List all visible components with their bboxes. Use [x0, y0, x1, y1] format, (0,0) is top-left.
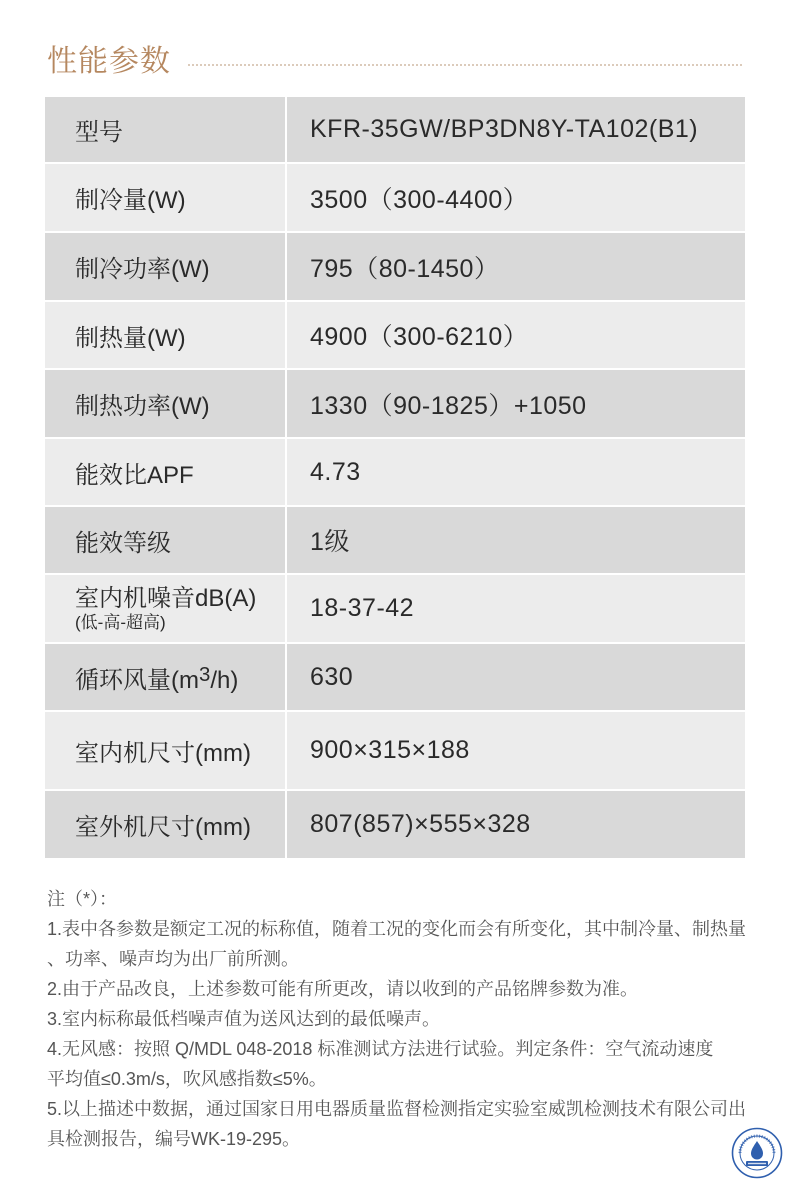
page-title: 性能参数 — [47, 45, 171, 78]
spec-label — [45, 439, 285, 505]
spec-label-text: 能效比APF — [75, 461, 194, 489]
note-item-1 — [47, 914, 767, 974]
notes-heading: 注（*）： — [47, 889, 118, 909]
spec-row-model — [45, 97, 745, 162]
spec-value-text: KFR-35GW/BP3DN8Y-TA102(B1) — [310, 115, 699, 143]
note-item-5 — [47, 1094, 767, 1154]
spec-row-indoor-size — [45, 712, 745, 789]
note-line: 3.室内标称最低档噪声值为送风达到的最低噪声。 — [47, 1009, 441, 1029]
note-item-4 — [47, 1034, 767, 1094]
spec-label — [45, 164, 285, 231]
note-line: 、功率、噪声均为出厂前所测。 — [47, 949, 299, 969]
spec-label-text-before: 循环风量(m — [75, 666, 199, 694]
spec-value — [287, 97, 745, 162]
spec-label — [45, 302, 285, 368]
note-item-3 — [47, 1004, 767, 1034]
spec-value-text: 4.73 — [310, 457, 361, 486]
spec-row-heating-power — [45, 370, 745, 437]
spec-value — [287, 575, 745, 642]
note-line: 5.以上描述中数据，通过国家日用电器质量监督检测指定实验室威凯检测技术有限公司出 — [47, 1099, 747, 1119]
notes-section — [47, 884, 767, 1154]
spec-value-text: 807(857)×555×328 — [310, 810, 531, 838]
spec-label-text: 制热量(W) — [75, 324, 186, 352]
spec-label-text-after: /h) — [210, 666, 239, 694]
spec-label-text: 室内机尺寸(mm) — [75, 740, 251, 767]
note-line: 2.由于产品改良，上述参数可能有所更改，请以收到的产品铭牌参数为准。 — [47, 979, 639, 999]
spec-label-text: 制热功率(W) — [75, 393, 210, 420]
spec-value-text: 18-37-42 — [310, 594, 415, 622]
certification-seal-icon — [731, 1127, 783, 1179]
spec-label — [45, 575, 285, 642]
note-line: 1.表中各参数是额定工况的标称值，随着工况的变化而会有所变化，其中制冷量、制热量 — [47, 919, 747, 939]
spec-row-cooling-power — [45, 233, 745, 300]
spec-value-text: 3500（300-4400） — [310, 185, 529, 214]
spec-row-airflow — [45, 644, 745, 710]
spec-label — [45, 370, 285, 437]
spec-value-text: 900×315×188 — [310, 736, 470, 764]
note-line: 具检测报告，编号WK-19-295。 — [47, 1129, 301, 1149]
spec-label-stack — [75, 585, 256, 633]
spec-label — [45, 97, 285, 162]
spec-value-text: 1级 — [310, 528, 350, 556]
spec-label-text: 能效等级 — [75, 529, 171, 557]
spec-row-outdoor-size — [45, 791, 745, 858]
spec-value — [287, 507, 745, 573]
spec-value — [287, 370, 745, 437]
spec-row-energy-grade — [45, 507, 745, 573]
spec-row-heating-capacity — [45, 302, 745, 368]
spec-row-apf — [45, 439, 745, 505]
spec-value-text: 1330（90-1825）+1050 — [310, 391, 587, 420]
spec-value-text: 795（80-1450） — [310, 254, 500, 283]
spec-value — [287, 233, 745, 300]
spec-label-text: 室内机噪音dB(A) — [75, 584, 257, 612]
spec-value — [287, 164, 745, 231]
spec-value-text: 4900（300-6210） — [310, 323, 529, 351]
spec-label — [45, 712, 285, 789]
spec-value — [287, 439, 745, 505]
spec-sublabel-text: (低-高-超高) — [75, 612, 166, 632]
spec-label — [45, 507, 285, 573]
spec-label-text: 制冷功率(W) — [75, 256, 210, 283]
spec-label-text: 型号 — [75, 119, 123, 146]
note-line: 平均值≤0.3m/s，吹风感指数≤5%。 — [47, 1069, 327, 1089]
spec-value — [287, 644, 745, 710]
spec-value — [287, 791, 745, 858]
spec-row-indoor-noise — [45, 575, 745, 642]
spec-label — [45, 791, 285, 858]
spec-label — [45, 644, 285, 710]
spec-label-text: 室外机尺寸(mm) — [75, 814, 251, 841]
title-dotted-divider — [188, 64, 742, 66]
spec-value — [287, 712, 745, 789]
spec-row-cooling-capacity — [45, 164, 745, 231]
spec-label-superscript: 3 — [198, 663, 211, 686]
spec-label-text — [75, 660, 238, 695]
spec-table — [45, 97, 745, 858]
spec-label-text: 制冷量(W) — [75, 187, 186, 214]
note-line: 4.无风感：按照 Q/MDL 048-2018 标准测试方法进行试验。判定条件：空气流动速度 — [47, 1039, 714, 1059]
spec-value-text: 630 — [310, 662, 354, 691]
spec-value — [287, 302, 745, 368]
note-item-2 — [47, 974, 767, 1004]
spec-label — [45, 233, 285, 300]
